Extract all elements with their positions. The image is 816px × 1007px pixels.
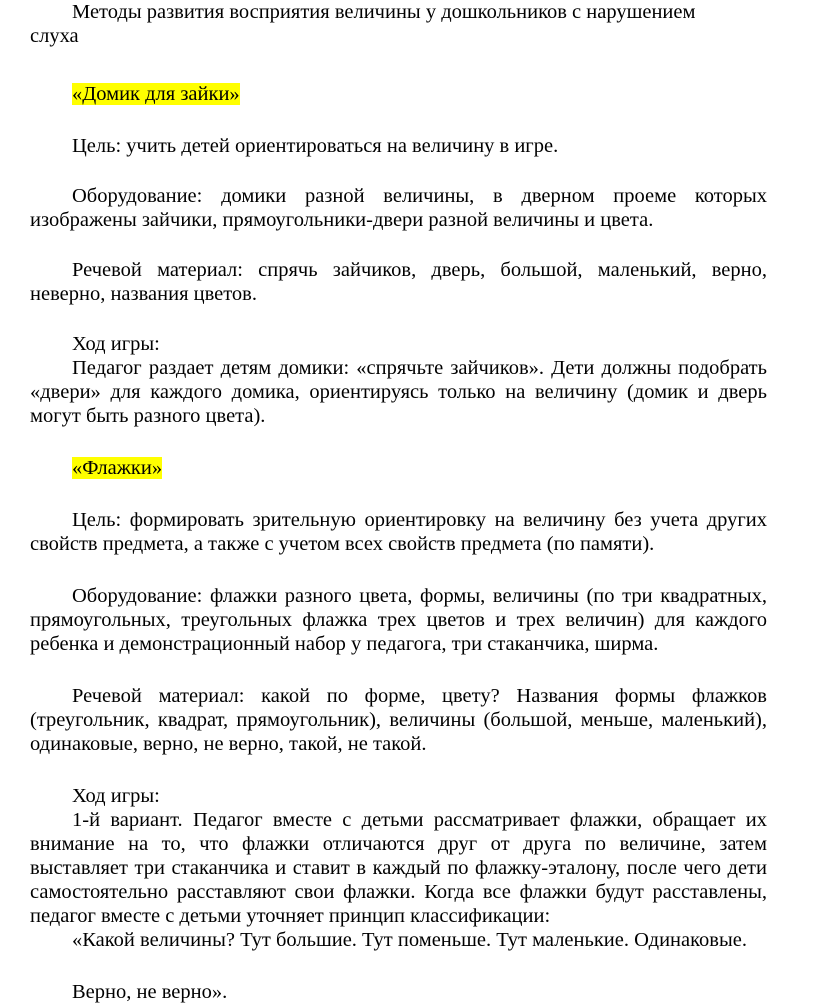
game2-equipment: Оборудование: флажки разного цвета, формы, величины (по три квадратных, прямоугольных, треугольных флажка трех цветов и трех величин) для каждого ребенка и демонстрационный набор у педагога, три стаканчика, ширма. xyxy=(30,585,767,655)
game2-title: «Флажки» xyxy=(72,457,163,479)
game1-equipment: Оборудование: домики разной величины, в дверном проеме которых изображены зайчики, прямоугольники-двери разной величины и цвета. xyxy=(30,185,767,231)
game2-quote: «Какой величины? Тут большие. Тут поменьше. Тут маленькие. Одинаковые. xyxy=(72,929,747,951)
game1-goal: Цель: учить детей ориентироваться на величину в игре. xyxy=(72,135,559,157)
game1-speech: Речевой материал: спрячь зайчиков, дверь, большой, маленький, верно, неверно, названия цветов. xyxy=(30,259,767,305)
doc-title-line1: Методы развития восприятия величины у дошкольников с нарушением xyxy=(72,1,696,23)
game1-course: Педагог раздает детям домики: «спрячьте зайчиков». Дети должны подобрать «двери» для каждого домика, ориентируясь только на величину (домик и дверь могут быть разного цвета). xyxy=(30,357,767,427)
game2-heading-line xyxy=(30,456,767,480)
game1-course-label: Ход игры: xyxy=(72,333,160,355)
game2-quote-end: Верно, не верно». xyxy=(72,981,228,1003)
document-page xyxy=(30,0,767,1004)
game1-title: «Домик для зайки» xyxy=(72,83,240,105)
game2-goal: Цель: формировать зрительную ориентировку на величину без учета других свойств предмета, а также с учетом всех свойств предмета (по памяти). xyxy=(30,509,767,555)
game2-variant1: 1-й вариант. Педагог вместе с детьми рассматривает флажки, обращает их внимание на то, что флажки отличаются друг от друга по величине, затем выставляет три стаканчика и ставит в каждый по флажку-эталону, после чего дети самостоятельно расставляют свои флажки. Когда все флажки будут расставлены, педагог вместе с детьми уточняет принцип классификации: xyxy=(30,809,767,927)
game2-speech: Речевой материал: какой по форме, цвету? Названия формы флажков (треугольник, квадрат, прямоугольник), величины (большой, меньше, маленький), одинаковые, верно, не верно, такой, не такой. xyxy=(30,685,767,755)
game2-course-label: Ход игры: xyxy=(72,785,160,807)
game1-heading-line xyxy=(30,82,767,106)
doc-title-line2: слуха xyxy=(30,25,79,47)
